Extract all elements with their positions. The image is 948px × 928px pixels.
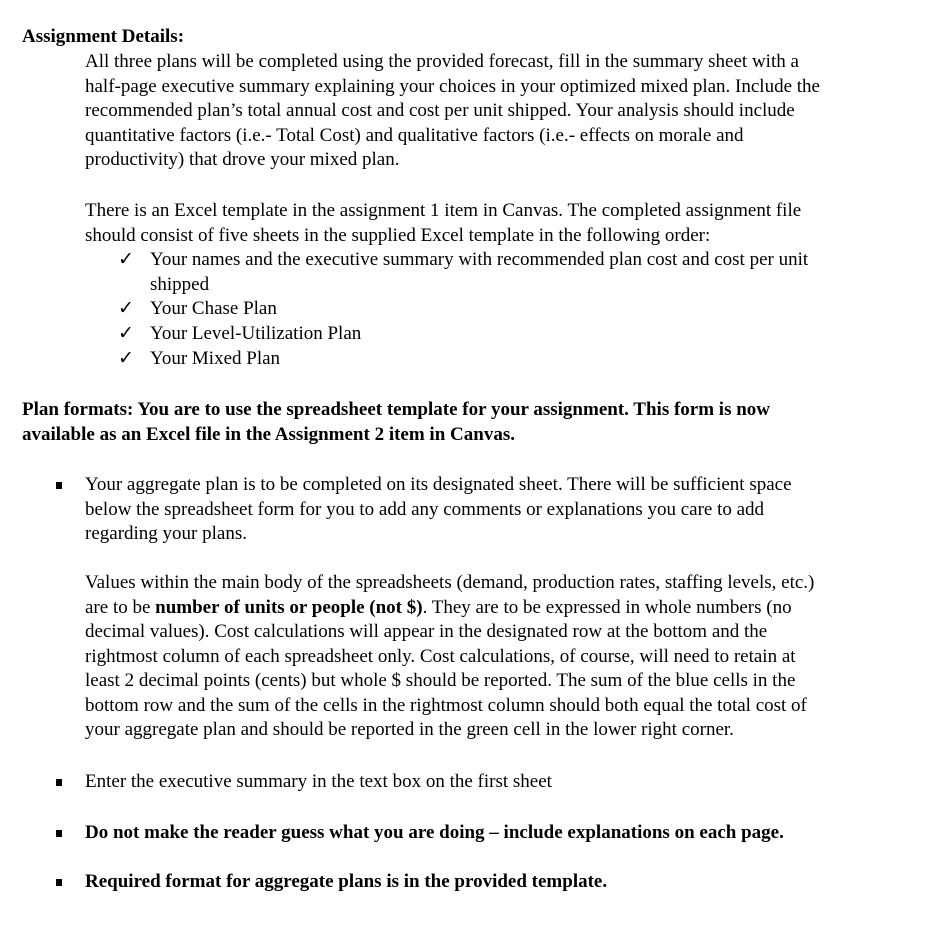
checkmark-icon: ✓ <box>118 249 134 270</box>
bullet-executive-summary: Enter the executive summary in the text box on the first sheet <box>85 771 552 792</box>
values-paragraph: Values within the main body of the spreadsheets (demand, production rates, staffing levels, etc.) are to be number of units or people (not $). They are to be expressed in whole numbers (no decimal values). Cost calculations will appear in the designated row at the bottom and the rightmost column of each spreadsheet only. Cost calculations, of course, will need to retain at least 2 decimal points (cents) but whole $ should be reported. The sum of the blue cells in the bottom row and the sum of the cells in the rightmost column should both equal the total cost of your aggregate plan and should be reported in the green cell in the lower right corner. <box>85 572 815 740</box>
checkmark-icon: ✓ <box>118 348 134 369</box>
bullet-aggregate-plan: Your aggregate plan is to be completed on its designated sheet. There will be sufficient space below the spreadsheet form for you to add any comments or explanations you care to add regarding your plans. <box>85 474 792 544</box>
assignment-details-heading: Assignment Details: <box>22 26 185 47</box>
assignment-details-paragraph-1: All three plans will be completed using the provided forecast, fill in the summary sheet with a half-page executive summary explaining your choices in your optimized mixed plan. Include the recommended plan’s total annual cost and cost per unit shipped. Your analysis should include quantitative factors (i.e.- Total Cost) and qualitative factors (i.e.- effects on morale and productivity) that drove your mixed plan. <box>85 51 820 170</box>
bullet-icon <box>56 830 62 837</box>
bullet-required-format: Required format for aggregate plans is in the provided template. <box>85 871 608 892</box>
checkmark-icon: ✓ <box>118 323 134 344</box>
bullet-icon <box>56 482 62 489</box>
bullet-icon <box>56 779 62 786</box>
emphasis-text: number of units or people (not $) <box>155 596 423 618</box>
plan-formats-heading: Plan formats: You are to use the spreadsheet template for your assignment. This form is now available as an Excel file in the Assignment 2 item in Canvas. <box>22 399 771 445</box>
checkmark-icon: ✓ <box>118 298 134 319</box>
assignment-details-paragraph-2: There is an Excel template in the assignment 1 item in Canvas. The completed assignment file should consist of five sheets in the supplied Excel template in the following order: <box>85 200 802 246</box>
bullet-icon <box>56 879 62 886</box>
bullet-explanations: Do not make the reader guess what you are doing – include explanations on each page. <box>85 822 784 843</box>
